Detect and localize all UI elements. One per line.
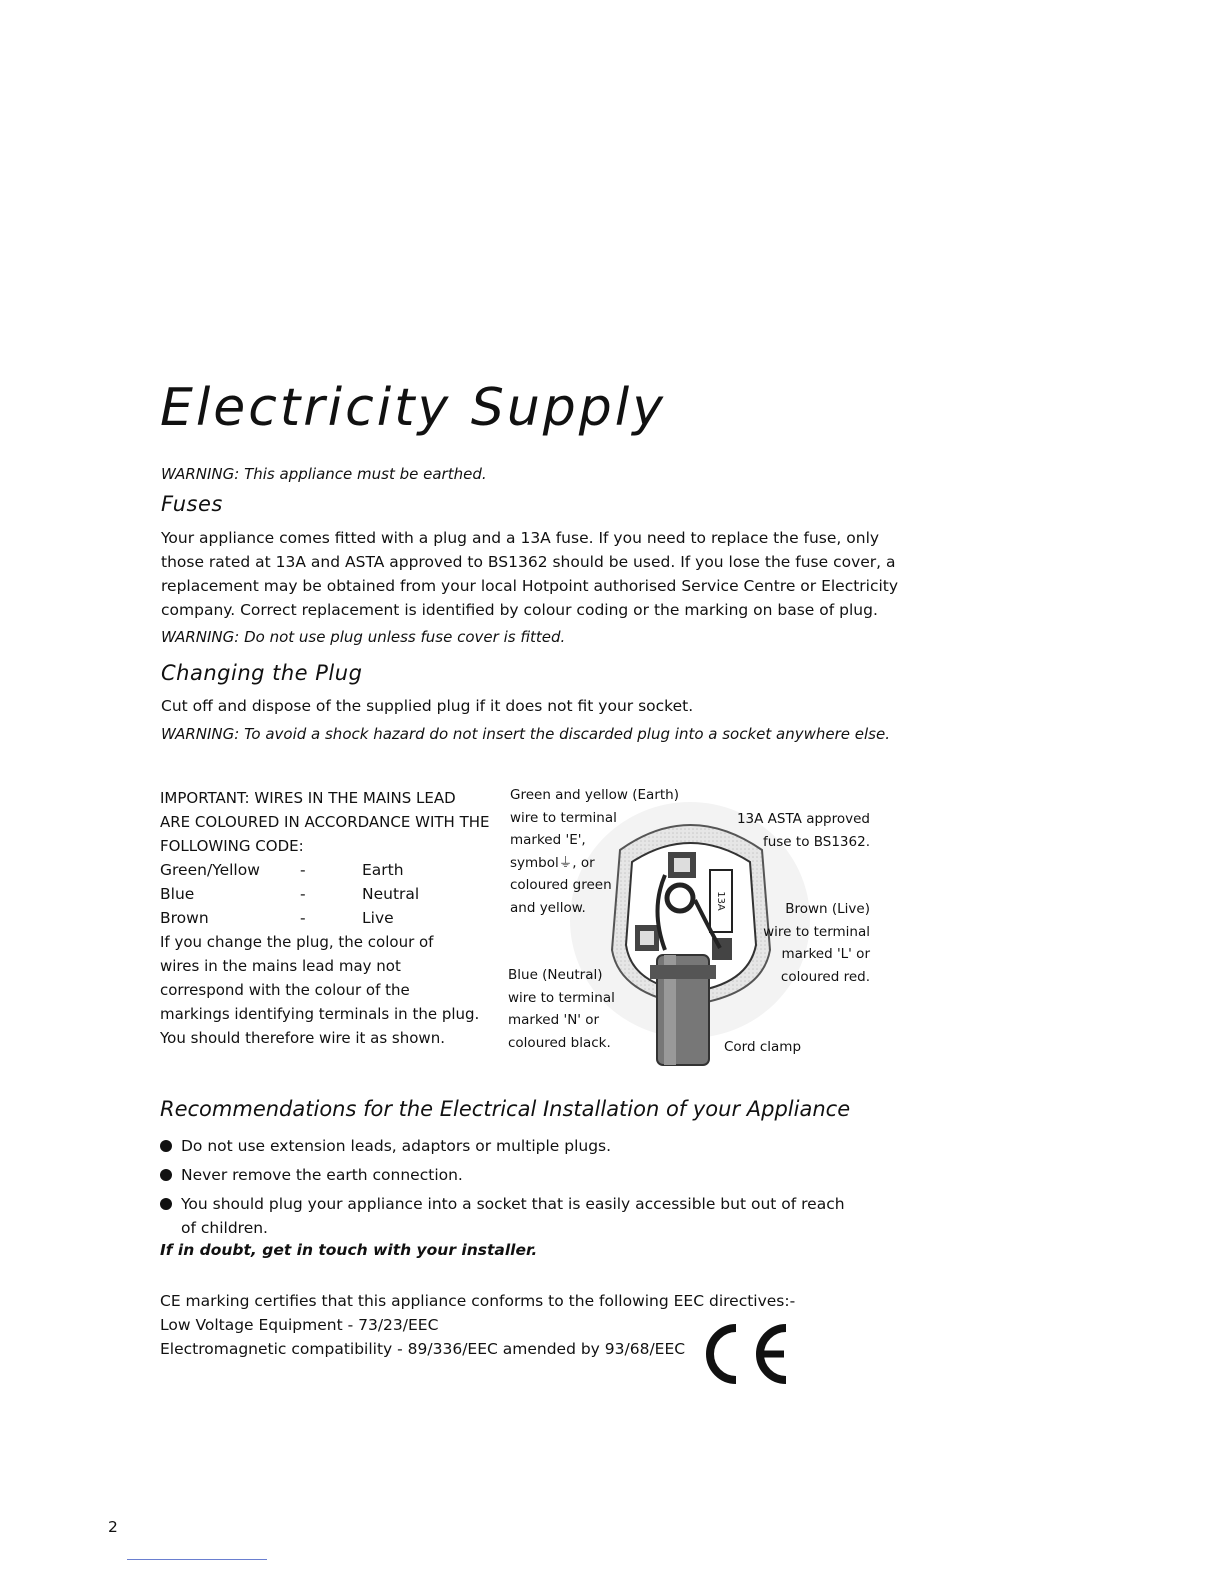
live-label-line: coloured red. — [780, 968, 870, 985]
footer-rule — [127, 1559, 267, 1560]
changing-plug-heading: Changing the Plug — [161, 661, 363, 685]
note-line: You should therefore wire it as shown. — [160, 1029, 445, 1047]
wire-colour: Blue — [160, 885, 195, 903]
shock-hazard-warning: WARNING: To avoid a shock hazard do not insert the discarded plug into a socket anywhere else. — [161, 725, 890, 743]
bullet-icon — [160, 1140, 172, 1152]
neutral-label-line: marked 'N' or — [508, 1012, 600, 1028]
note-line: markings identifying terminals in the plug. — [160, 1005, 480, 1023]
changing-plug-body: Cut off and dispose of the supplied plug if it does not fit your socket. — [161, 697, 694, 715]
note-line: correspond with the colour of the — [160, 981, 410, 999]
live-label — [763, 898, 870, 988]
list-item — [160, 1163, 860, 1187]
plug-wiring-diagram — [500, 780, 880, 1100]
note-line: wires in the mains lead may not — [160, 957, 401, 975]
fuse-cover-warning: WARNING: Do not use plug unless fuse cover is fitted. — [161, 628, 566, 646]
wire-meaning: Neutral — [362, 885, 420, 903]
recommendations-list — [160, 1134, 860, 1245]
important-line: IMPORTANT: WIRES IN THE MAINS LEAD — [160, 789, 456, 807]
page-title: Electricity Supply — [160, 378, 667, 438]
earth-label-line: wire to terminal — [510, 809, 617, 826]
fuses-heading: Fuses — [161, 492, 223, 516]
bullet-icon — [160, 1169, 172, 1181]
wire-colour-table — [160, 858, 419, 930]
fuse-label-line: 13A ASTA approved — [736, 811, 870, 827]
wire-colour: Brown — [160, 909, 209, 927]
wiring-code-block — [160, 786, 490, 1050]
earth-warning: WARNING: This appliance must be earthed. — [161, 465, 487, 483]
important-line: FOLLOWING CODE: — [160, 837, 304, 855]
earth-label-line: and yellow. — [510, 899, 586, 916]
fuses-line: replacement may be obtained from your local Hotpoint authorised Service Centre or Electricity — [161, 577, 899, 595]
ce-line: Low Voltage Equipment - 73/23/EEC — [160, 1316, 439, 1334]
earth-label-line: Green and yellow (Earth) — [510, 787, 679, 803]
wire-colour-row — [160, 858, 419, 882]
list-item-text: Never remove the earth connection. — [181, 1166, 463, 1184]
neutral-label-line: coloured black. — [508, 1034, 611, 1051]
wire-colour-row — [160, 882, 419, 906]
earth-label-line: coloured green — [510, 877, 612, 893]
earth-label — [510, 784, 679, 919]
list-item-text: You should plug your appliance into a socket that is easily accessible but out of reach of children. — [181, 1195, 845, 1237]
wire-colour-row — [160, 906, 419, 930]
wire-colour: Green/Yellow — [160, 861, 260, 879]
recommendations-heading: Recommendations for the Electrical Installation of your Appliance — [160, 1097, 851, 1121]
earth-label-line: marked 'E', — [510, 832, 586, 848]
fuses-line: Your appliance comes fitted with a plug and a 13A fuse. If you need to replace the fuse, only — [161, 529, 880, 547]
live-label-line: marked 'L' or — [781, 946, 870, 962]
wire-dash: - — [300, 861, 306, 879]
fuses-line: company. Correct replacement is identified by colour coding or the marking on base of plug. — [161, 601, 878, 619]
note-line: If you change the plug, the colour of — [160, 933, 434, 951]
page-number: 2 — [108, 1518, 118, 1536]
fuse-label — [737, 808, 870, 853]
bullet-icon — [160, 1198, 172, 1210]
fuses-line: those rated at 13A and ASTA approved to BS1362 should be used. If you lose the fuse cover, a — [161, 553, 896, 571]
fuses-body — [161, 526, 901, 622]
cord-clamp-label: Cord clamp — [724, 1039, 802, 1055]
list-item — [160, 1192, 860, 1240]
cord-clamp — [650, 965, 716, 979]
ce-line: Electromagnetic compatibility - 89/336/EEC amended by 93/68/EEC — [160, 1340, 686, 1358]
wire-meaning: Live — [362, 909, 394, 927]
fuse-label-line: fuse to BS1362. — [762, 833, 870, 850]
neutral-label-line: wire to terminal — [508, 989, 615, 1006]
installer-note: If in doubt, get in touch with your installer. — [160, 1241, 538, 1259]
neutral-label-line: Blue (Neutral) — [508, 967, 603, 983]
ce-line: CE marking certifies that this appliance conforms to the following EEC directives:- — [160, 1292, 796, 1310]
live-label-line: Brown (Live) — [785, 901, 870, 917]
neutral-label — [508, 964, 615, 1054]
live-label-line: wire to terminal — [763, 923, 870, 940]
wire-meaning: Earth — [362, 861, 404, 879]
earth-label-line: symbol⏚, or — [510, 854, 595, 871]
fuse-marking: 13A — [715, 891, 726, 911]
list-item — [160, 1134, 860, 1158]
wire-dash: - — [300, 885, 306, 903]
wire-dash: - — [300, 909, 306, 927]
important-line: ARE COLOURED IN ACCORDANCE WITH THE — [160, 813, 490, 831]
ce-mark-logo — [696, 1318, 796, 1388]
list-item-text: Do not use extension leads, adaptors or multiple plugs. — [181, 1137, 612, 1155]
